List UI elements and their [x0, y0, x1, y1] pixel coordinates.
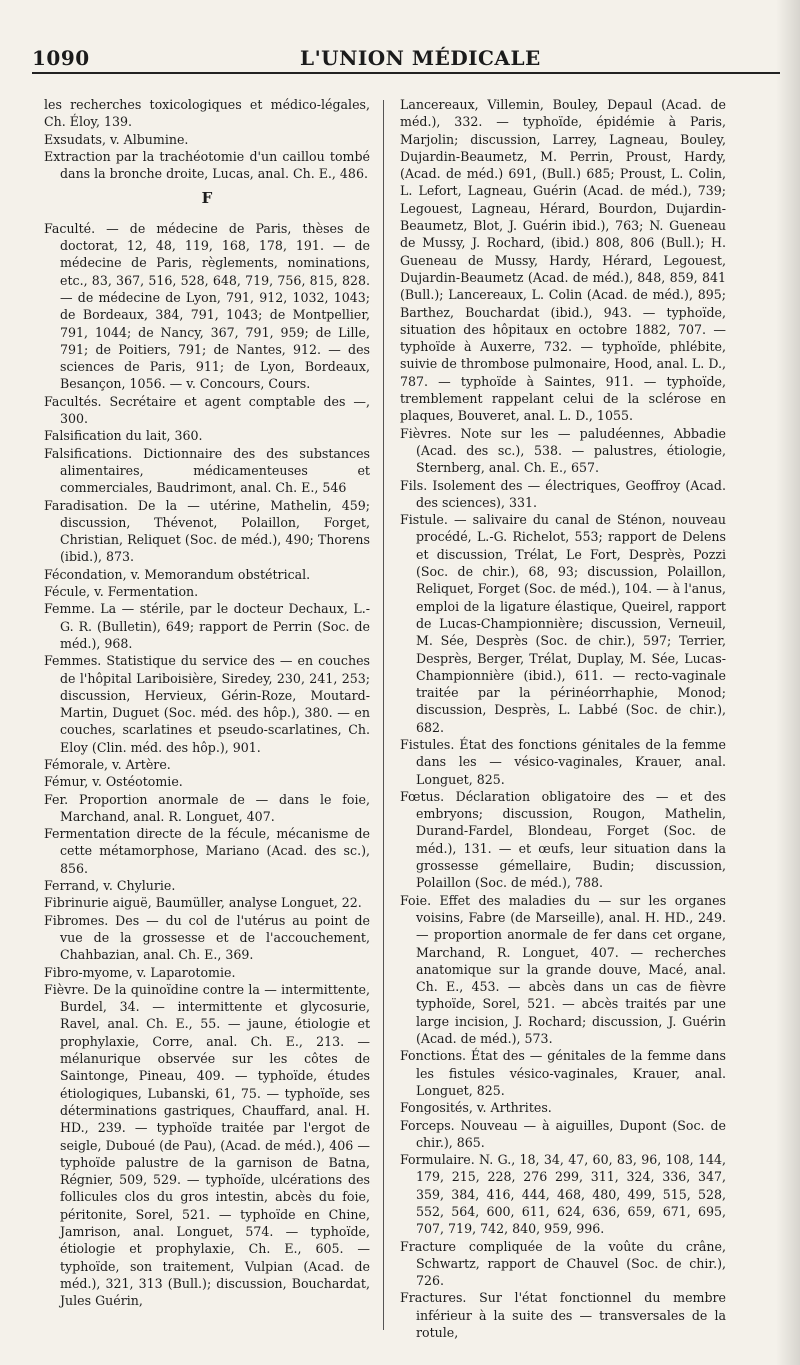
index-entry: Exsudats, v. Albumine. — [44, 131, 189, 147]
index-entry: Fibromes. Des — du col de l'utérus au point de vue de la grossesse et de l'accouchement, Chahbazian, anal. Ch. E., 369. — [44, 912, 370, 963]
index-entry: Faculté. — de médecine de Paris, thèses de doctorat, 12, 48, 119, 168, 178, 191. — de médecine de Paris, règlements, nominations, etc., 83, 367, 516, 528, 648, 719, 756, 815, 828. — de médecine de Lyon, 791, 912, 1032, 1043; de Bordeaux, 384, 791, 1043; de Montpellier, 791, 1044; de Nancy, 367, 791, 959; de Lille, 791; de Poitiers, 791; de Nantes, 912. — des sciences de Paris, 911; de Lyon, Bordeaux, Besançon, 1056. — v. Concours, Cours. — [44, 220, 370, 392]
index-entry: Fécule, v. Fermentation. — [44, 584, 199, 600]
left-column — [44, 96, 370, 1309]
index-entry: Extraction par la trachéotomie d'un caillou tombé dans la bronche droite, Lucas, anal. Ch. E., 486. — [44, 148, 370, 182]
index-entry: Fracture compliquée de la voûte du crâne, Schwartz, rapport de Chauvel (Soc. de chir.), 726. — [400, 1238, 726, 1289]
running-title: L'UNION MÉDICALE — [300, 46, 541, 70]
index-entry: Fièvres. Note sur les — paludéennes, Abbadie (Acad. des sc.), 538. — palustres, étiologie, Sternberg, anal. Ch. E., 657. — [400, 425, 726, 476]
page-number: 1090 — [32, 46, 90, 70]
index-entry: Fémur, v. Ostéotomie. — [44, 774, 183, 790]
index-entry: Femme. La — stérile, par le docteur Dechaux, L.-G. R. (Bulletin), 649; rapport de Perrin (Soc. de méd.), 968. — [44, 601, 370, 651]
index-entry: Fièvre. De la quinoïdine contre la — intermittente, Burdel, 34. — intermittente et glycosurie, Ravel, anal. Ch. E., 55. — jaune, étiologie et prophylaxie, Corre, anal. Ch. E., 213. — mélanurique observée sur les côtes de Saintonge, Pineau, 409. — typhoïde, études étiologiques, Lubanski, 61, 75. — typhoïde, ses déterminations gastriques, Chauffard, anal. H. HD., 239. — typhoïde traitée par l'ergot de seigle, Duboué (de Pau), (Acad. de méd.), 406 — typhoïde palustre de la garnison de Batna, Régnier, 509, 529. — typhoïde, ulcérations des follicules clos du gros intestin, abcès du foie, péritonite, Sorel, 521. — typhoïde en Chine, Jamrison, anal. Longuet, 574. — typhoïde, étiologie et prophylaxie, Ch. E., 605. — typhoïde, son traitement, Vulpian (Acad. de méd.), 321, 313 (Bull.); discussion, Bouchardat, Jules Guérin, — [44, 981, 370, 1309]
index-entry: Fermentation directe de la fécule, mécanisme de cette métamorphose, Mariano (Acad. des sc.), 856. — [44, 826, 370, 876]
header-rule — [32, 72, 780, 74]
index-entry: Formulaire. N. G., 18, 34, 47, 60, 83, 96, 108, 144, 179, 215, 228, 276 299, 311, 324, 336, 347, 359, 384, 416, 444, 468, 480, 499, 515, 528, 552, 564, 600, 611, 624, 636, 659, 671, 695, 707, 719, 742, 840, 959, 996. — [400, 1152, 726, 1237]
index-entry: Fils. Isolement des — électriques, Geoffroy (Acad. des sciences), 331. — [400, 477, 726, 510]
index-entry: Fécondation, v. Memorandum obstétrical. — [44, 566, 311, 582]
right-column — [400, 96, 726, 1341]
index-entry: Fractures. Sur l'état fonctionnel du membre inférieur à la suite des — transversales de la rotule, — [400, 1290, 726, 1341]
index-entry: Forceps. Nouveau — à aiguilles, Dupont (Soc. de chir.), 865. — [400, 1117, 726, 1150]
index-entry: Fistules. État des fonctions génitales de la femme dans les — vésico-vaginales, Krauer, anal. Longuet, 825. — [400, 736, 726, 787]
index-entry: Falsifications. Dictionnaire des des substances alimentaires, médicamenteuses et commerciales, Baudrimont, anal. Ch. E., 546 — [44, 445, 370, 496]
index-entry: Fibrinurie aiguë, Baumüller, analyse Longuet, 22. — [44, 895, 362, 911]
index-entry: Facultés. Secrétaire et agent comptable des —, 300. — [44, 393, 370, 427]
index-entry: Fistule. — salivaire du canal de Sténon, nouveau procédé, L.-G. Richelot, 553; rapport de Delens et discussion, Trélat, Le Fort, Desprès, Pozzi (Soc. de chir.), 68, 93; discussion, Polaillon, Reliquet, Forget (Soc. de méd.), 104. — à l'anus, emploi de la ligature élastique, Queirel, rapport de Lucas-Championnière; discussion, Verneuil, M. Sée, Desprès (Soc. de chir.), 597; Terrier, Desprès, Berger, Trélat, Duplay, M. Sée, Lucas-Championnière (ibid.), 611. — recto-vaginale traitée par la périnéorrhaphie, Monod; discussion, Desprès, L. Labbé (Soc. de chir.), 682. — [400, 512, 726, 735]
column-divider — [383, 100, 384, 1330]
index-entry: Fémorale, v. Artère. — [44, 756, 171, 772]
index-entry: Foie. Effet des maladies du — sur les organes voisins, Fabre (de Marseille), anal. H. HD., 249. — proportion anormale de fer dans cet organe, Marchand, R. Longuet, 407. — recherches anatomique sur la grande douve, Macé, anal. Ch. E., 453. — abcès dans un cas de fièvre typhoïde, Sorel, 521. — abcès traités par une large incision, J. Rochard; discussion, J. Guérin (Acad. de méd.), 573. — [400, 892, 726, 1047]
index-entry: Ferrand, v. Chylurie. — [44, 878, 176, 894]
page-header — [0, 0, 800, 80]
index-entry: Fibro-myome, v. Laparotomie. — [44, 964, 236, 980]
page-edge-shadow — [776, 0, 800, 1365]
index-entry: Fongosités, v. Arthrites. — [400, 1100, 552, 1116]
section-letter: F — [201, 189, 213, 208]
index-entry: Lancereaux, Villemin, Bouley, Depaul (Acad. de méd.), 332. — typhoïde, épidémie à Paris, Marjolin; discussion, Larrey, Lagneau, Bouley, Dujardin-Beaumetz, M. Perrin, Proust, Hardy, (Acad. de méd.) 691, (Bull.) 685; Proust, L. Colin, L. Lefort, Lagneau, Guérin (Acad. de méd.), 739; Legouest, Lagneau, Hérard, Bourdon, Dujardin-Beaumetz, Blot, J. Guérin ibid.), 763; N. Gueneau de Mussy, J. Rochard, (ibid.) 808, 806 (Bull.); H. Gueneau de Mussy, Hardy, Hérard, Legouest, Dujardin-Beaumetz (Acad. de méd.), 848, 859, 841 (Bull.); Lancereaux, L. Colin (Acad. de méd.), 895; Barthez, Bouchardat (ibid.), 943. — typhoïde, situation des hôpitaux en octobre 1882, 707. — typhoïde à Auxerre, 732. — typhoïde, phlébite, suivie de thrombose pulmonaire, Hood, anal. L. D., 787. — typhoïde à Saintes, 911. — typhoïde, tremblement rappelant celui de la sclérose en plaques, Bouveret, anal. L. D., 1055. — [400, 97, 726, 424]
index-entry: Faradisation. De la — utérine, Mathelin, 459; discussion, Thévenot, Polaillon, Forget, Christian, Reliquet (Soc. de méd.), 490; Thorens (ibid.), 873. — [44, 497, 370, 565]
index-entry: Femmes. Statistique du service des — en couches de l'hôpital Lariboisière, Siredey, 230, 241, 253; discussion, Hervieux, Gérin-Roze, Moutard-Martin, Duguet (Soc. méd. des hôp.), 380. — en couches, scarlatines et pseudo-scarlatines, Ch. Eloy (Clin. méd. des hôp.), 901. — [44, 653, 370, 755]
index-entry: les recherches toxicologiques et médico-légales, Ch. Éloy, 139. — [44, 97, 370, 130]
index-entry: Fonctions. État des — génitales de la femme dans les fistules vésico-vaginales, Krauer, anal. Longuet, 825. — [400, 1048, 726, 1098]
index-entry: Falsification du lait, 360. — [44, 428, 203, 444]
index-entry: Fer. Proportion anormale de — dans le foie, Marchand, anal. R. Longuet, 407. — [44, 791, 370, 824]
index-entry: Fœtus. Déclaration obligatoire des — et des embryons; discussion, Rougon, Mathelin, Durand-Fardel, Blondeau, Forget (Soc. de méd.), 131. — et œufs, leur situation dans la grossesse gémellaire, Budin; discussion, Polaillon (Soc. de méd.), 788. — [400, 788, 726, 891]
